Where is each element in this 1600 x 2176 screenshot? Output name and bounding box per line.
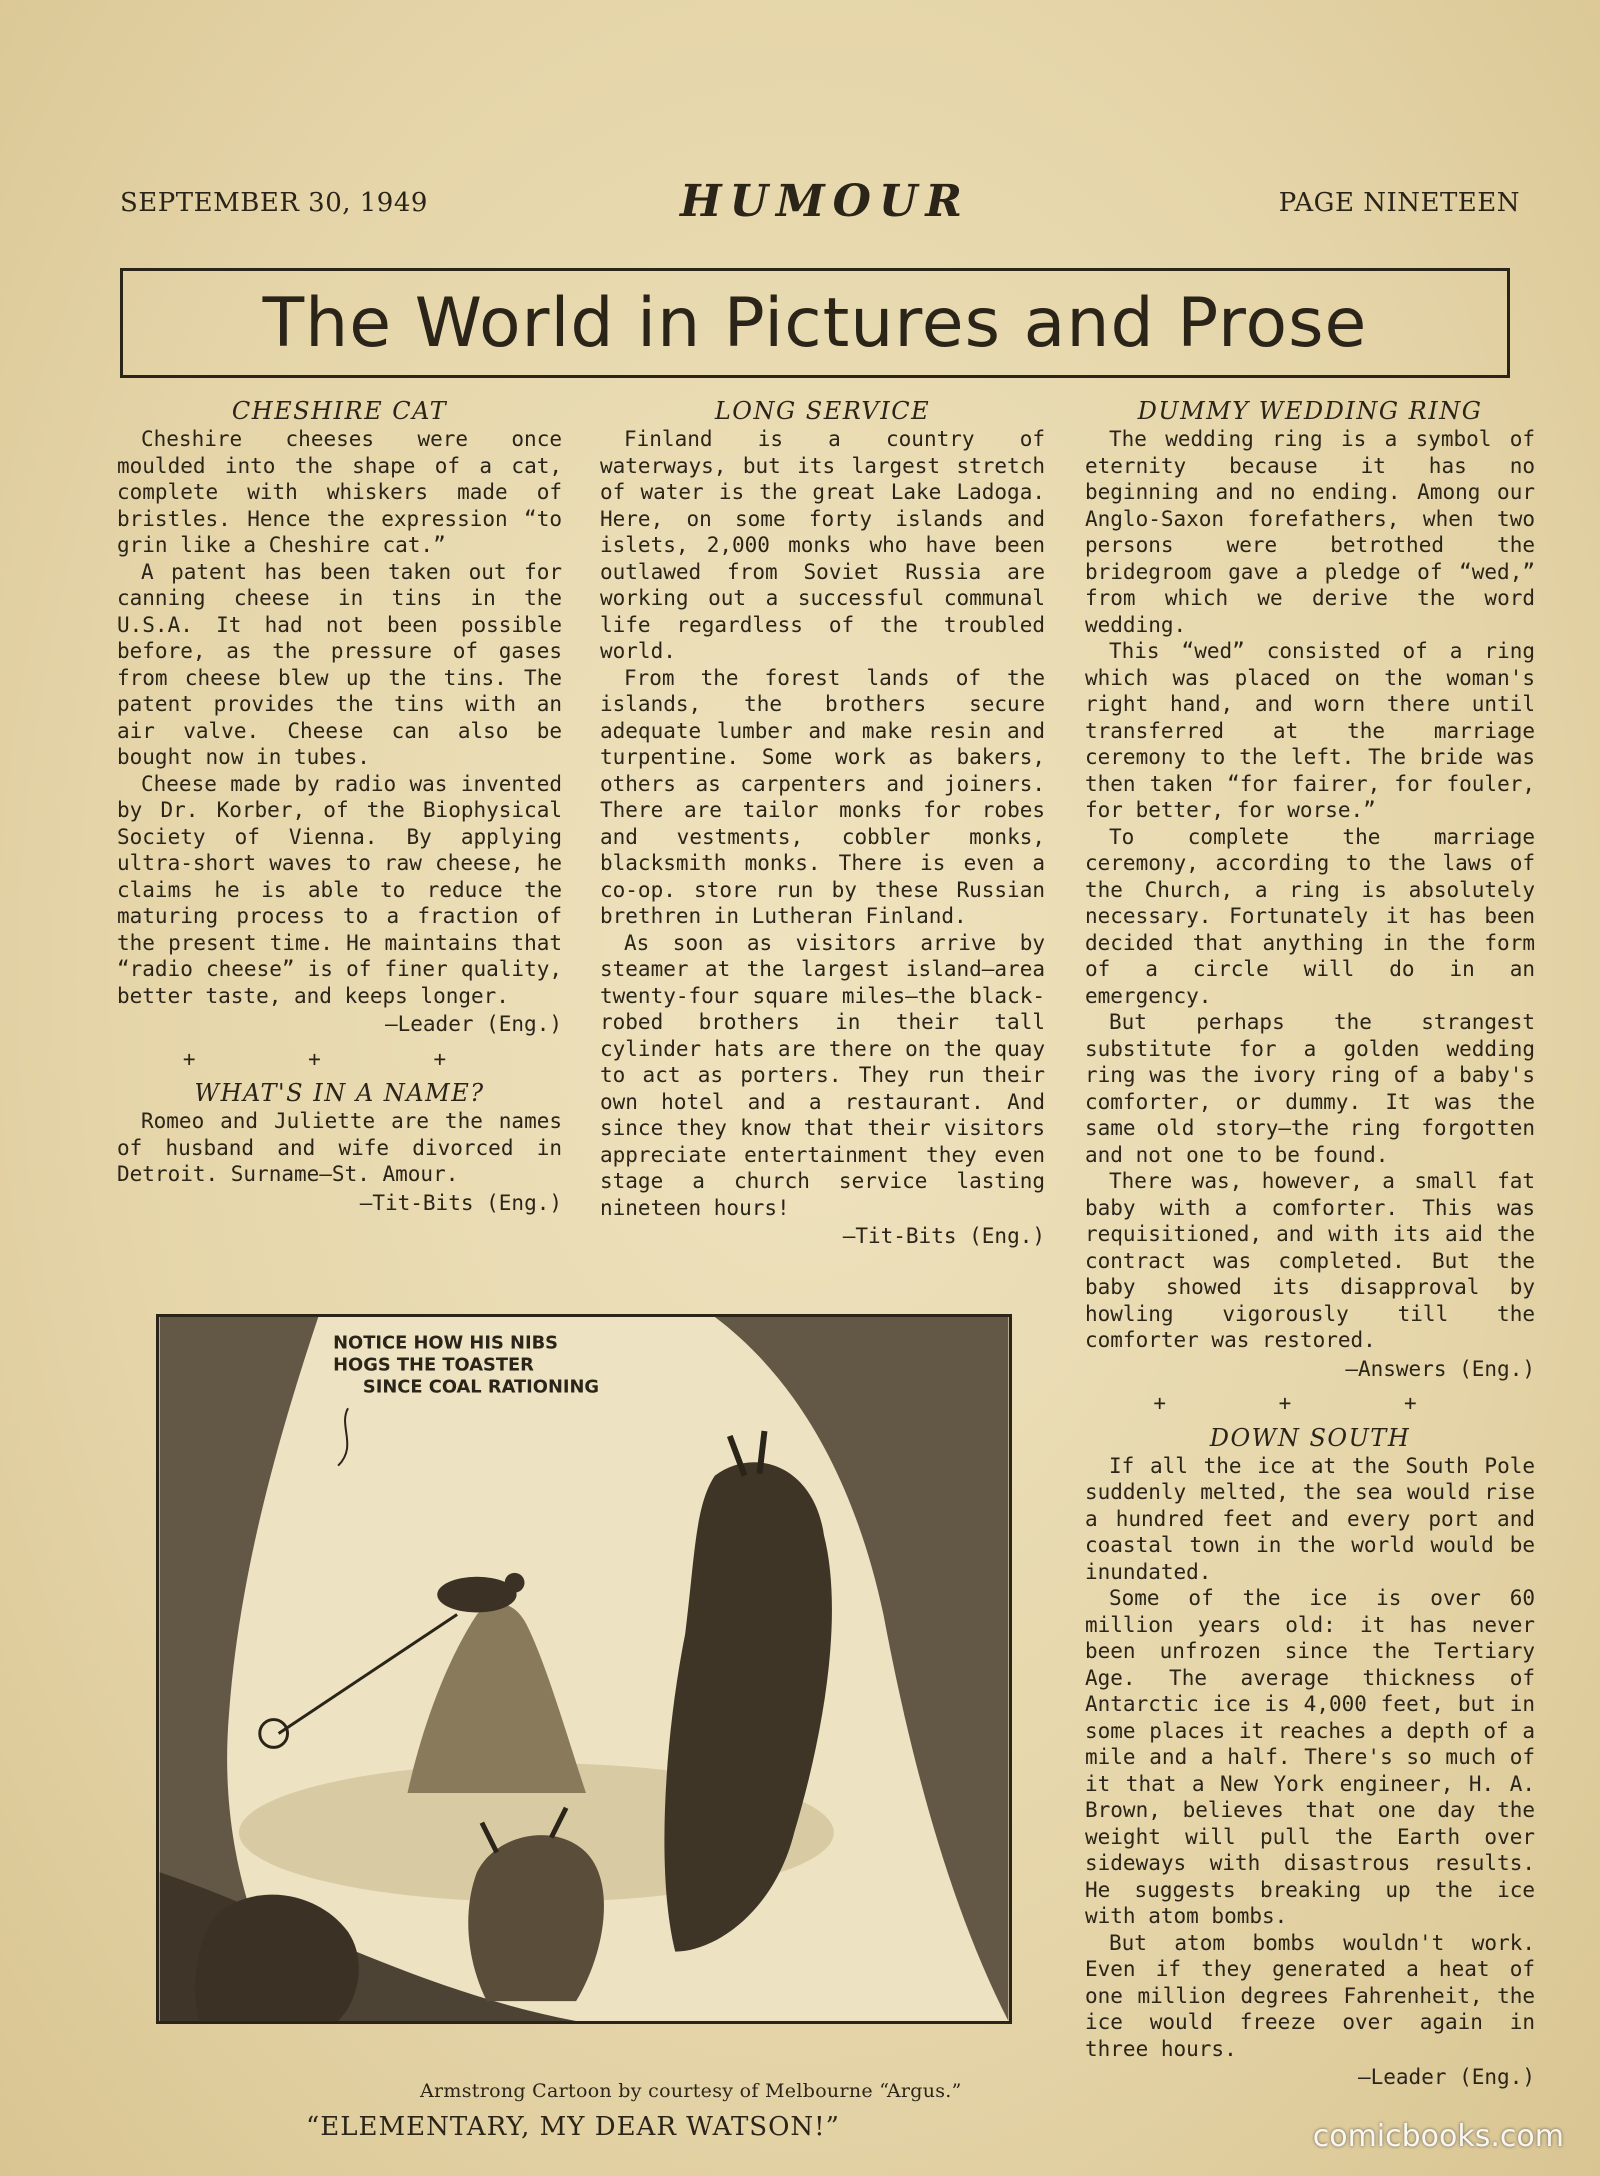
article-paragraph: But perhaps the strangest substitute for a golden wedding ring was the ivory ring of a baby's comforter, or dummy. It was the same old story—the ring forgotten and not one to be found.	[1085, 1010, 1535, 1167]
article-heading: DOWN SOUTH	[1209, 1423, 1411, 1452]
article-source: —Leader (Eng.)	[384, 1012, 562, 1036]
cartoon-caption: “ELEMENTARY, MY DEAR WATSON!”	[306, 2112, 840, 2142]
article-paragraph: Some of the ice is over 60 million years old: it has never been unfrozen since the Tertiary Age. The average thickness of Antarctic ice is 4,000 feet, but in some places it reaches a depth of a mile and a half. There's so much of it that a New York engineer, H. A. Brown, believes that one day the weight will pull the Earth over sideways with disastrous results. He suggests breaking up the ice with atom bombs.	[1085, 1586, 1535, 1928]
article-paragraph: There was, however, a small fat baby with a comforter. This was requisitioned, and with its aid the contract was completed. But the baby showed its disapproval by howling vigorously till the comforter was restored.	[1085, 1169, 1535, 1352]
column-middle	[600, 396, 1045, 1250]
cartoon-credit: Armstrong Cartoon by courtesy of Melbourne “Argus.”	[420, 2080, 962, 2102]
article-source: —Answers (Eng.)	[1345, 1356, 1535, 1381]
article-paragraph: The wedding ring is a symbol of eternity because it has no beginning and no ending. Among our Anglo-Saxon forefathers, when two persons were betrothed the bridegroom gave a pledge of “wed,” from which we derive the word wedding.	[1085, 427, 1535, 637]
article-source: —Tit-Bits (Eng.)	[359, 1190, 562, 1215]
article-source: —Leader (Eng.)	[1357, 2065, 1535, 2089]
article-heading: WHAT'S IN A NAME?	[194, 1079, 485, 1107]
cartoon-speech-line: HOGS THE TOASTER	[333, 1354, 534, 1376]
article-paragraph: Cheese made by radio was invented by Dr. Korber, of the Biophysical Society of Vienna. By applying ultra-short waves to raw cheese, he claims he is able to reduce the maturing process to a fraction of the present time. He maintains that “radio cheese” is of finer quality, better taste, and keeps longer.	[117, 771, 562, 1008]
article-paragraph: If all the ice at the South Pole suddenly melted, the sea would rise a hundred feet and every port and coastal town in the world would be inundated.	[1085, 1453, 1535, 1584]
article-paragraph: Romeo and Juliette are the names of husband and wife divorced in Detroit. Surname—St. Amour.	[117, 1109, 562, 1186]
section-separator: + + +	[1153, 1391, 1467, 1415]
cartoon-speech-line: NOTICE HOW HIS NIBS	[333, 1332, 559, 1354]
title-box	[120, 268, 1510, 378]
article-paragraph: A patent has been taken out for canning cheese in tins in the U.S.A. It had not been possible before, as the pressure of gases from cheese blew up the tins. The patent provides the tins with an air valve. Cheese can also be bought now in tubes.	[117, 559, 562, 769]
article-paragraph: Cheshire cheeses were once moulded into the shape of a cat, complete with whiskers made of bristles. Hence the expression “to grin like a Cheshire cat.”	[117, 427, 562, 557]
section-separator: + + +	[182, 1046, 497, 1071]
article-paragraph: This “wed” consisted of a ring which was placed on the woman's right hand, and worn there until transferred at the marriage ceremony to the left. The bride was then taken “for fairer, for fouler, for better, for worse.”	[1085, 639, 1535, 822]
cartoon-speech-line: SINCE COAL RATIONING	[362, 1376, 600, 1398]
article-heading: CHESHIRE CAT	[231, 397, 448, 425]
article-source: —Tit-Bits (Eng.)	[842, 1224, 1045, 1248]
article-heading: DUMMY WEDDING RING	[1137, 397, 1483, 425]
article-heading: LONG SERVICE	[714, 397, 931, 425]
cartoon-illustration	[156, 1314, 1012, 2024]
page-title: The World in Pictures and Prose	[262, 284, 1368, 363]
issue-date: SEPTEMBER 30, 1949	[120, 188, 428, 218]
watermark: comicbooks.com	[1312, 2119, 1564, 2154]
masthead	[120, 176, 1520, 240]
article-paragraph: But atom bombs wouldn't work. Even if they generated a heat of one million degrees Fahrenheit, the ice would freeze over again in three hours.	[1085, 1930, 1535, 2061]
magazine-name: HUMOUR	[680, 176, 970, 227]
article-paragraph: To complete the marriage ceremony, according to the laws of the Church, a ring is absolutely necessary. Fortunately it has been decided that anything in the form of a circle will do in an emergency.	[1085, 824, 1535, 1008]
column-right	[1085, 396, 1535, 2091]
article-paragraph: From the forest lands of the islands, the brothers secure adequate lumber and make resin and turpentine. Some work as bakers, others as carpenters and joiners. There are tailor monks for robes and vestments, cobbler monks, blacksmith monks. There is even a co-op. store run by these Russian brethren in Lutheran Finland.	[600, 665, 1045, 928]
article-paragraph: As soon as visitors arrive by steamer at the largest island—area twenty-four square miles—the black-robed brothers in their tall cylinder hats are there on the quay to act as porters. They run their own hotel and a restaurant. And since they know that their visitors appreciate entertainment they even stage a church service lasting nineteen hours!	[600, 930, 1045, 1220]
page-number: PAGE NINETEEN	[1278, 188, 1520, 218]
article-paragraph: Finland is a country of waterways, but its largest stretch of water is the great Lake Ladoga. Here, on some forty islands and islets, 2,000 monks who have been outlawed from Soviet Russia are working out a successful communal life regardless of the troubled world.	[600, 427, 1045, 663]
column-left	[117, 396, 562, 1216]
cartoon-drawing	[159, 1317, 1009, 2021]
